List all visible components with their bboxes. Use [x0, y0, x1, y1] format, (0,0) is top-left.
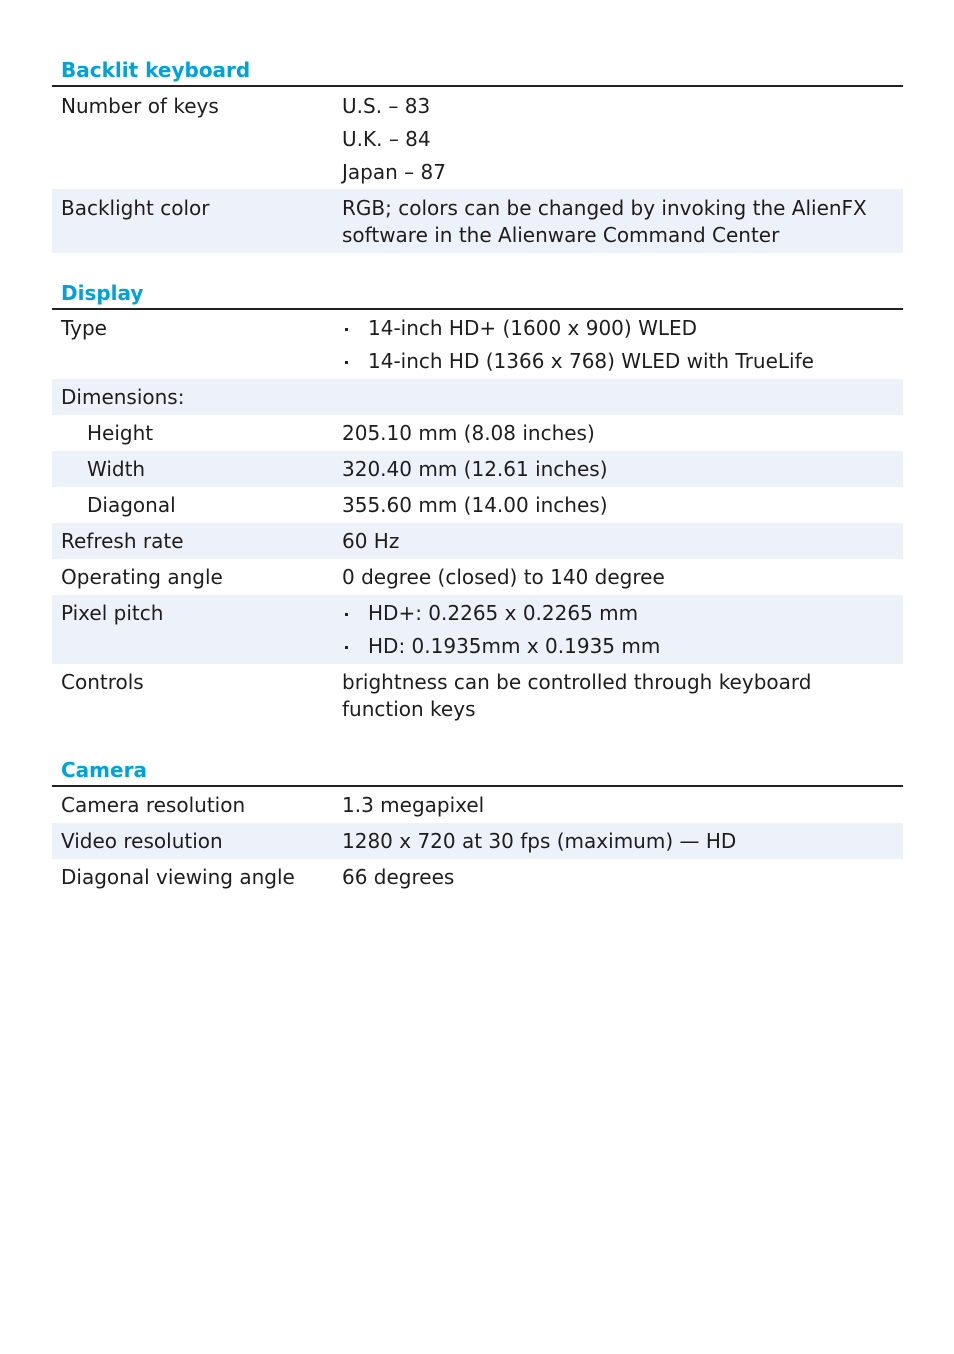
bullet-item: 14-inch HD (1366 x 768) WLED with TrueLife — [342, 348, 903, 375]
spec-value: 60 Hz — [342, 529, 400, 553]
spec-value: 320.40 mm (12.61 inches) — [342, 457, 608, 481]
spec-label: Dimensions: — [61, 385, 185, 409]
spec-value-line: brightness can be controlled through keyboard — [342, 670, 812, 694]
spec-label: Refresh rate — [61, 529, 184, 553]
section-backlit-keyboard — [52, 57, 903, 253]
spec-row-backlight-color — [52, 189, 903, 253]
spec-row-diagonal-viewing-angle — [52, 859, 903, 895]
spec-value — [342, 600, 903, 660]
spec-value: 355.60 mm (14.00 inches) — [342, 493, 608, 517]
spec-label: Backlight color — [61, 196, 210, 220]
spec-value: 1.3 megapixel — [342, 793, 485, 817]
section-title: Camera — [52, 757, 903, 787]
spec-row-refresh-rate — [52, 523, 903, 559]
section-display — [52, 280, 903, 727]
spec-value: 205.10 mm (8.08 inches) — [342, 421, 595, 445]
spec-value — [342, 315, 903, 375]
spec-row-pixel-pitch — [52, 595, 903, 664]
spec-label: Width — [87, 457, 146, 481]
spec-value — [342, 669, 903, 723]
bullet-item: HD+: 0.2265 x 0.2265 mm — [342, 600, 903, 627]
spec-label: Number of keys — [61, 94, 219, 118]
spec-label: Camera resolution — [61, 793, 246, 817]
section-title: Backlit keyboard — [52, 57, 903, 87]
spec-value-line: Japan – 87 — [342, 160, 446, 184]
spec-label: Height — [87, 421, 154, 445]
spec-label: Pixel pitch — [61, 601, 164, 625]
spec-row-dimensions — [52, 379, 903, 415]
section-title: Display — [52, 280, 903, 310]
spec-value-line: software in the Alienware Command Center — [342, 223, 780, 247]
spec-row-height — [52, 415, 903, 451]
spec-label: Diagonal — [87, 493, 176, 517]
spec-row-type — [52, 310, 903, 379]
spec-value-line: U.K. – 84 — [342, 127, 431, 151]
spec-label: Type — [61, 316, 107, 340]
spec-label: Diagonal viewing angle — [61, 865, 295, 889]
spec-row-width — [52, 451, 903, 487]
spec-value — [342, 93, 903, 186]
spec-value: 1280 x 720 at 30 fps (maximum) — HD — [342, 829, 737, 853]
spec-row-number-of-keys — [52, 87, 903, 189]
section-camera — [52, 757, 903, 895]
spec-row-diagonal — [52, 487, 903, 523]
spec-label: Video resolution — [61, 829, 223, 853]
spec-value — [342, 195, 903, 249]
spec-row-camera-resolution — [52, 787, 903, 823]
spec-label: Operating angle — [61, 565, 223, 589]
spec-label: Controls — [61, 670, 144, 694]
spec-row-video-resolution — [52, 823, 903, 859]
bullet-item: 14-inch HD+ (1600 x 900) WLED — [342, 315, 903, 342]
spec-value-line: U.S. – 83 — [342, 94, 431, 118]
spec-value: 66 degrees — [342, 865, 455, 889]
spec-value: 0 degree (closed) to 140 degree — [342, 565, 665, 589]
spec-row-operating-angle — [52, 559, 903, 595]
spec-value-line: RGB; colors can be changed by invoking the AlienFX — [342, 196, 867, 220]
spec-row-controls — [52, 664, 903, 727]
bullet-item: HD: 0.1935mm x 0.1935 mm — [342, 633, 903, 660]
spec-value-line: function keys — [342, 697, 476, 721]
